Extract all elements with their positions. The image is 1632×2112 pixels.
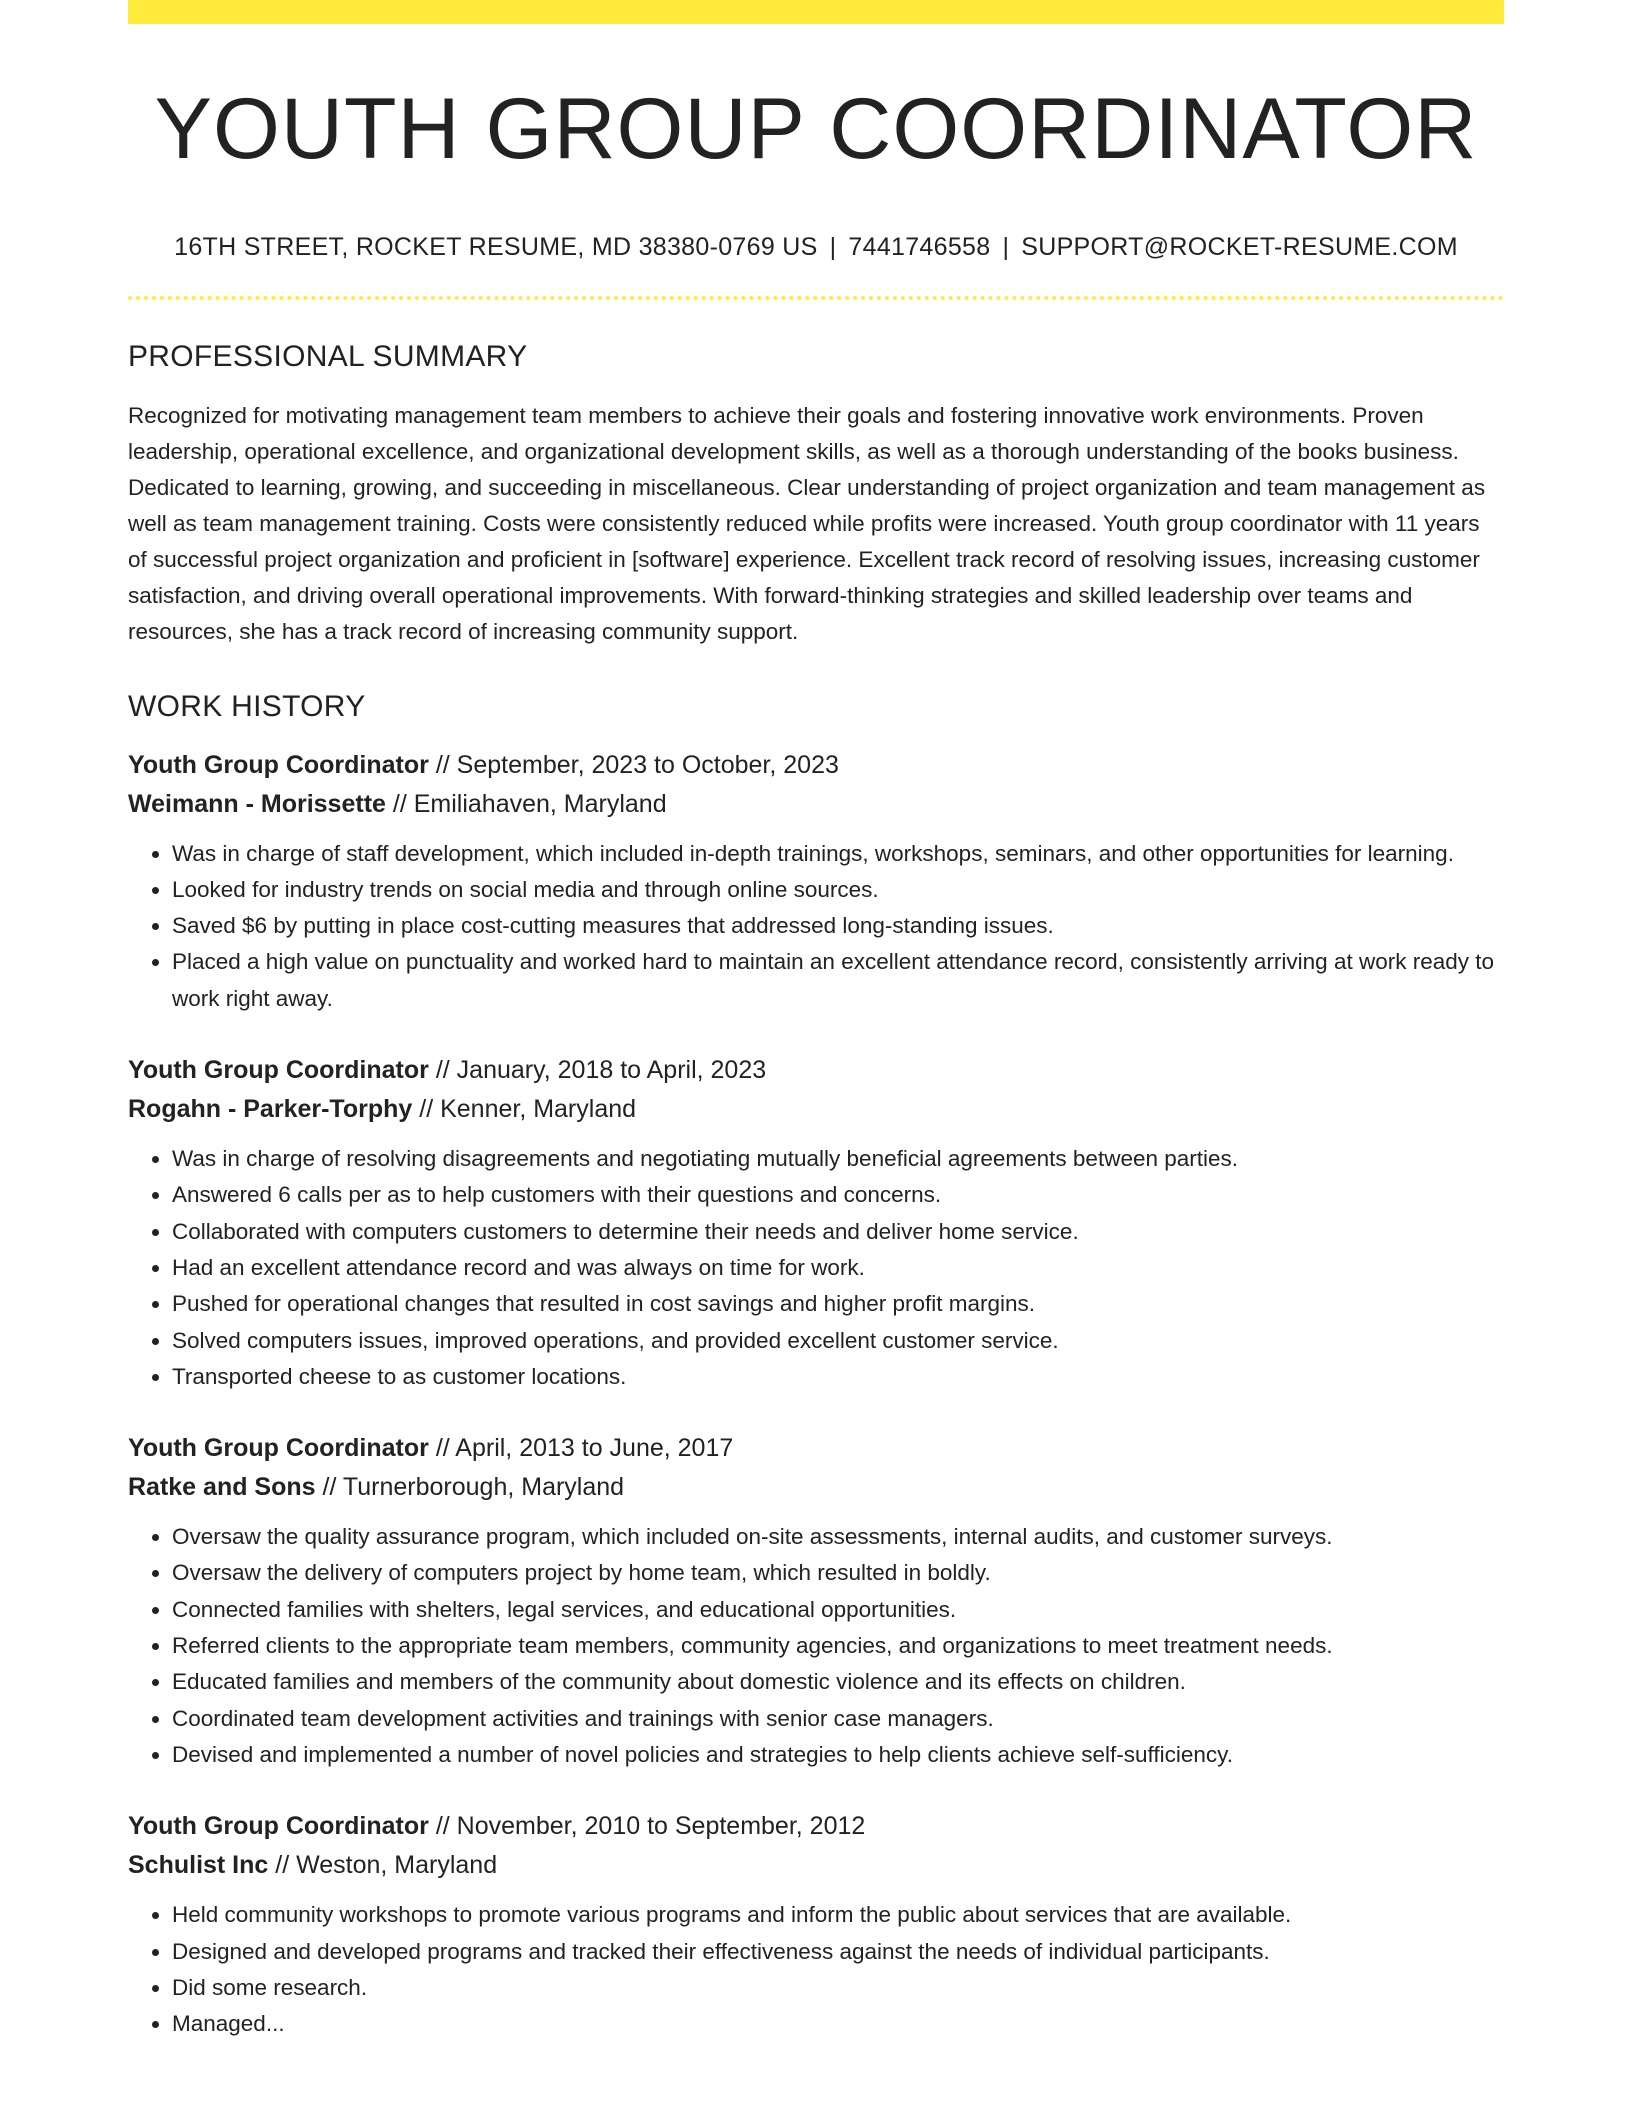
- job-bullets: [128, 1141, 1504, 1395]
- job-company: Schulist Inc: [128, 1851, 269, 1880]
- job-company-line: [128, 1090, 1504, 1129]
- job-role-line: [128, 1429, 1504, 1468]
- summary-text: Recognized for motivating management team members to achieve their goals and fostering innovative work environments. Proven leadership, operational excellence, and organizational development skills, as well as a thorough understanding of the books business. Dedicated to learning, growing, and succeeding in miscellaneous. Clear understanding of project organization and team management as well as team management training. Costs were consistently reduced while profits were increased. Youth group coordinator with 11 years of successful project organization and proficient in [software] experience. Excellent track record of resolving issues, increasing customer satisfaction, and driving overall operational improvements. With forward-thinking strategies and skilled leadership over teams and resources, she has a track record of increasing community support.: [128, 402, 1486, 644]
- job-bullets: [128, 836, 1504, 1017]
- work-history-list: [128, 746, 1504, 2043]
- job-company: Ratke and Sons: [128, 1473, 316, 1502]
- job-entry: [128, 1051, 1504, 1395]
- job-entry: [128, 746, 1504, 1017]
- job-dates: // April, 2013 to June, 2017: [428, 1434, 734, 1463]
- job-location: // Kenner, Maryland: [412, 1095, 637, 1124]
- job-bullets: [128, 1519, 1504, 1773]
- job-bullet: • Educated families and members of the community about domestic violence and its effects on children.: [172, 1664, 1504, 1700]
- contact-address: 16TH STREET, ROCKET RESUME, MD 38380-0769 US: [174, 232, 818, 261]
- contact-line: [128, 233, 1504, 262]
- contact-separator: |: [829, 232, 837, 261]
- job-location: // Weston, Maryland: [268, 1851, 498, 1880]
- dotted-divider: [128, 296, 1504, 300]
- contact-separator: |: [1002, 232, 1010, 261]
- job-bullet: • Designed and developed programs and tracked their effectiveness against the needs of individual participants.: [172, 1934, 1504, 1970]
- job-location: // Turnerborough, Maryland: [315, 1473, 625, 1502]
- job-dates: // January, 2018 to April, 2023: [428, 1056, 767, 1085]
- job-role-line: [128, 1051, 1504, 1090]
- job-company-line: [128, 1468, 1504, 1507]
- job-dates: // November, 2010 to September, 2012: [428, 1812, 866, 1841]
- job-bullet: • Devised and implemented a number of novel policies and strategies to help clients achieve self-sufficiency.: [172, 1737, 1504, 1773]
- job-role: Youth Group Coordinator: [128, 1056, 429, 1085]
- job-company-line: [128, 785, 1504, 824]
- job-bullet: • Looked for industry trends on social media and through online sources.: [172, 872, 1504, 908]
- job-bullet: • Had an excellent attendance record and was always on time for work.: [172, 1250, 1504, 1286]
- job-bullet: • Pushed for operational changes that resulted in cost savings and higher profit margins.: [172, 1286, 1504, 1322]
- job-bullet: • Connected families with shelters, legal services, and educational opportunities.: [172, 1592, 1504, 1628]
- job-bullets: [128, 1897, 1504, 2042]
- job-bullet: • Did some research.: [172, 1970, 1504, 2006]
- job-role: Youth Group Coordinator: [128, 1812, 429, 1841]
- job-dates: // September, 2023 to October, 2023: [428, 750, 839, 779]
- job-company: Weimann - Morissette: [128, 789, 386, 818]
- job-bullet: • Solved computers issues, improved operations, and provided excellent customer service.: [172, 1323, 1504, 1359]
- job-bullet: • Transported cheese to as customer locations.: [172, 1359, 1504, 1395]
- job-role: Youth Group Coordinator: [128, 750, 429, 779]
- job-bullet: • Answered 6 calls per as to help customers with their questions and concerns.: [172, 1177, 1504, 1213]
- job-location: // Emiliahaven, Maryland: [385, 789, 667, 818]
- top-accent-bar: [128, 0, 1504, 24]
- job-bullet: • Collaborated with computers customers to determine their needs and deliver home service.: [172, 1214, 1504, 1250]
- job-role: Youth Group Coordinator: [128, 1434, 429, 1463]
- job-bullet: • Placed a high value on punctuality and worked hard to maintain an excellent attendance record, consistently arriving at work ready to work right away.: [172, 944, 1504, 1017]
- job-role-line: [128, 746, 1504, 785]
- job-role-line: [128, 1807, 1504, 1846]
- job-bullet: • Oversaw the delivery of computers project by home team, which resulted in boldly.: [172, 1555, 1504, 1591]
- job-bullet: • Was in charge of staff development, which included in-depth trainings, workshops, seminars, and other opportunities for learning.: [172, 836, 1504, 872]
- job-bullet: • Coordinated team development activities and trainings with senior case managers.: [172, 1701, 1504, 1737]
- contact-phone: 7441746558: [848, 232, 991, 261]
- job-bullet: • Referred clients to the appropriate team members, community agencies, and organizations to meet treatment needs.: [172, 1628, 1504, 1664]
- summary-heading: PROFESSIONAL SUMMARY: [128, 339, 528, 373]
- job-company-line: [128, 1846, 1504, 1885]
- job-bullet: • Saved $6 by putting in place cost-cutting measures that addressed long-standing issues.: [172, 908, 1504, 944]
- contact-email: SUPPORT@ROCKET-RESUME.COM: [1021, 232, 1458, 261]
- job-entry: [128, 1807, 1504, 2042]
- job-bullet: • Was in charge of resolving disagreements and negotiating mutually beneficial agreements between parties.: [172, 1141, 1504, 1177]
- job-entry: [128, 1429, 1504, 1773]
- job-bullet: • Oversaw the quality assurance program, which included on-site assessments, internal audits, and customer surveys.: [172, 1519, 1504, 1555]
- job-company: Rogahn - Parker-Torphy: [128, 1095, 413, 1124]
- resume-title: YOUTH GROUP COORDINATOR: [154, 81, 1478, 177]
- resume-page: [128, 0, 1504, 2042]
- job-bullet: • Managed...: [172, 2006, 1504, 2042]
- work-history-heading: WORK HISTORY: [128, 689, 366, 723]
- job-bullet: • Held community workshops to promote various programs and inform the public about services that are available.: [172, 1897, 1504, 1933]
